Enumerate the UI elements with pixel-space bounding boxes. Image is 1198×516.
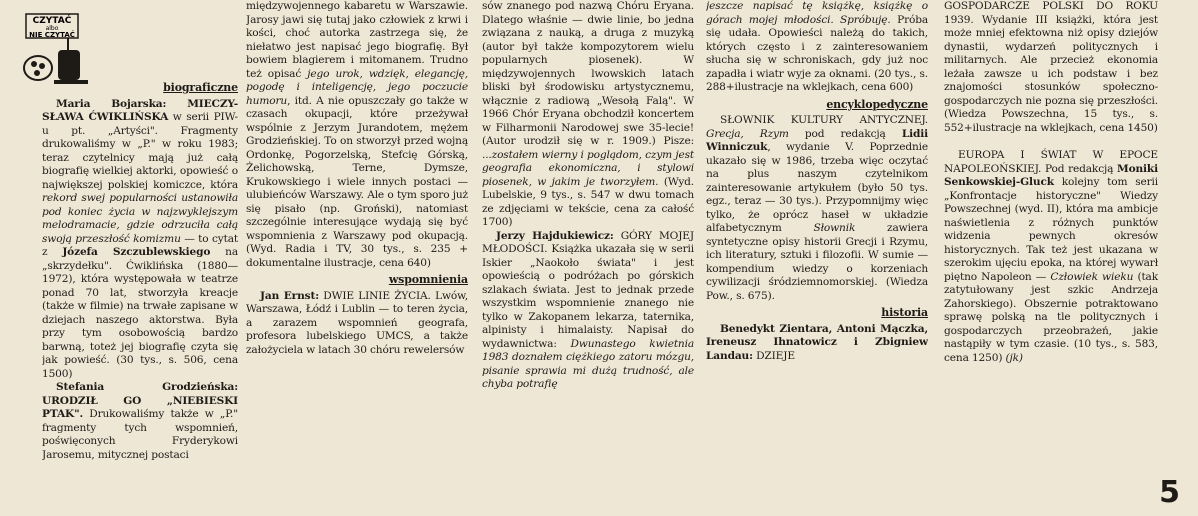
column-3 xyxy=(482,0,694,516)
review-dzieje-cont: GOSPODARCZE POLSKI DO ROKU 1939. Wydanie III książki, która jest może mniej efektowna niż opisy dziejów dynastii, wydarzeń politycznych i militarnych. Ale przecież ekonomia leżała zawsze u ich podstaw i bez znajomości stosunków społeczno-gospodarczych nie pozna się przeszłości. (Wiedza Powszechna, 15 tys., s. 552+ilustracje na wklejkach, cena 1450) xyxy=(944,0,1158,134)
section-header-historia: historia xyxy=(881,306,928,319)
review-hajdukiewicz-cont: jeszcze napisać tę książkę, książkę o górach mojej młodości. Spróbuję. Próba się udała. Opowieści należą do takich, których często i z zainteresowaniem słucha się w schroniskach, gdy już noc zapadła i wiatr wyje za oknami. (20 tys., s. 288+ilustracje na wklejkach, cena 600) xyxy=(706,0,928,93)
page-number: 5 xyxy=(1159,475,1180,510)
column-1 xyxy=(42,78,238,516)
column-4 xyxy=(706,0,928,516)
section-header-wspomnienia: wspomnienia xyxy=(388,273,468,286)
logo-line3: NIE CZYTAĆ xyxy=(29,31,75,39)
review-grodzienska-cont: międzywojennego kabaretu w Warszawie. Jarosy jawi się tutaj jako człowiek z krwi i kości, choć autorka zastrzega się, że niełatwo jest napisać jego biografię. Był bowiem blagierem i mitomanem. Trudno też opisać jego urok, wdzięk, elegancję, pogodę i inteligencję, jego poczucie humoru, itd. A nie opuszczały go także w czasach okupacji, które przeżywał wspólnie z Jerzym Jurandotem, mężem Grodzieńskiej. To on stworzył przed wojną Ordonkę, Pogorzelską, Stefcię Górską, Żelichowską, Terne, Dymsze, Krukowskiego i wiele innych postaci — ulubieńców Warszawy. Ale o tym sporo już się pisało (np. Groński), natomiast szczególnie interesujące wydają się być wspomnienia z Warszawy pod okupacją. (Wyd. Radia i TV, 30 tys., s. 235 + dokumentalne ilustracje, cena 640) xyxy=(246,0,468,269)
logo-line1: CZYTAĆ xyxy=(32,16,72,26)
review-grodzienska: Stefania Grodzieńska: URODZIŁ GO „NIEBIESKI PTAK". Drukowaliśmy także w „P." fragmenty tych wspomnień, poświęconych Fryderykowi Jarosemu, mitycznej postaci xyxy=(42,381,238,461)
review-hajdukiewicz: Jerzy Hajdukiewicz: GÓRY MOJEJ MŁODOŚCI. Książka ukazała się w serii Iskier „Naokoło świata" i jest opowieścią o podróżach po górskich szlakach świata. Jest to jednak przede wszystkim wspomnienie znanego nie tylko w Zakopanem lekarza, taternika, alpinisty i himalaisty. Napisał do wydawnictwa: Dwunastego kwietnia 1983 doznałem ciężkiego zatoru mózgu, pisanie sprawia mi dużą trudność, ale chyba potrafię xyxy=(482,229,694,390)
logo-line2: albo xyxy=(45,25,59,32)
czytac-logo-icon xyxy=(12,10,112,88)
column-5 xyxy=(944,0,1158,516)
section-header-biograficzne: biograficzne xyxy=(163,81,238,94)
section-header-encyklopedyczne: encyklopedyczne xyxy=(826,97,928,111)
review-ernst-cont: sów znanego pod nazwą Chóru Eryana. Dlatego właśnie — dwie linie, bo jedna związana z nauką, a druga z muzyką (autor był także kompozytorem wielu popularnych piosenek). W międzywojennych lwowskich latach bliski był środowisku artystycznemu, włącznie z radiową „Wesołą Falą". W 1966 Chór Eryana obchodził koncertem w Filharmonii Narodowej swe 35-lecie! (Autor urodził się w r. 1909.) Pisze: ...zostałem wierny i poglądom, czym jest geografia ekonomiczna, i stylowi piosenek, w jakim je tworzyłem. (Wyd. Lubelskie, 9 tys., s. 547 w dwu tomach ze zdjęciami w tekście, cena za całość 1700) xyxy=(482,0,694,228)
review-ernst: Jan Ernst: DWIE LINIE ŻYCIA. Lwów, Warszawa, Łódź i Lublin — to teren życia, a zarazem wspomnień geografa, profesora lubelskiego UMCS, a także założyciela w latach 30 chóru rewelersów xyxy=(246,289,468,356)
review-europa: EUROPA I ŚWIAT W EPOCE NAPOLEOŃSKIEJ. Pod redakcją Moniki Senkowskiej-Gluck kolejny tom serii „Konfrontacje historyczne" Wiedzy Powszechnej (wyd. II), która ma ambicje naświetlenia z różnych punktów widzenia pewnych okresów historycznych. Tak też jest ukazana w szerokim ujęciu epoka, na której wywarł piętno Napoleon — Człowiek wieku (tak zatytułowany jest szkic Andrzeja Zahorskiego). Obszernie potraktowano sprawę polską na tle politycznych i gospodarczych przeobrażeń, jakie nastąpiły w tym czasie. (10 tys., s. 583, cena 1250) (jk) xyxy=(944,149,1158,364)
review-cwiklinska: Maria Bojarska: MIECZY-SŁAWA ĆWIKLIŃSKA w serii PIW-u pt. „Artyści". Fragmenty drukowaliśmy w „P." w roku 1983; teraz czytelnicy mają już całą biografię wielkiej aktorki, opowieść o największej polskiej komiczce, która rekord swej popularności ustanowiła pod koniec życia w najzwyklejszym melodramacie, gdzie odrzuciła całą swoją przeszłość komizmu — to cytat z Józefa Szczublewskiego na „skrzydełku". Ćwiklińska (1880—1972), która występowała w teatrze ponad 70 lat, stworzyła kreacje (także w filmie) na trwałe zapisane w dziejach naszego aktorstwa. Była przy tym osobowością bardzo barwną, toteż jej biografię czyta się jak powieść. (30 tys., s. 506, cena 1500) xyxy=(42,97,238,380)
review-slownik: SŁOWNIK KULTURY ANTYCZNEJ. Grecja, Rzym pod redakcją Lidii Winniczuk, wydanie V. Poprzednie ukazało się w 1986, trzeba więc oczytać na plus naszym czytelnikom zainteresowanie artykułem (było 50 tys. egz., teraz — 30 tys.). Przypomnijmy więc tylko, że oprócz haseł w układzie alfabetycznym Słownik zawiera syntetyczne opisy historii Grecji i Rzymu, ich literatury, sztuki i filozofii. W sumie — kompendium wiedzy o korzeniach cywilizacji śródziemnomorskiej. (Wiedza Pow., s. 675). xyxy=(706,114,928,302)
column-2 xyxy=(246,0,468,516)
review-dzieje: Benedykt Zientara, Antoni Mączka, Ireneusz Ihnatowicz i Zbigniew Landau: DZIEJE xyxy=(706,322,928,362)
